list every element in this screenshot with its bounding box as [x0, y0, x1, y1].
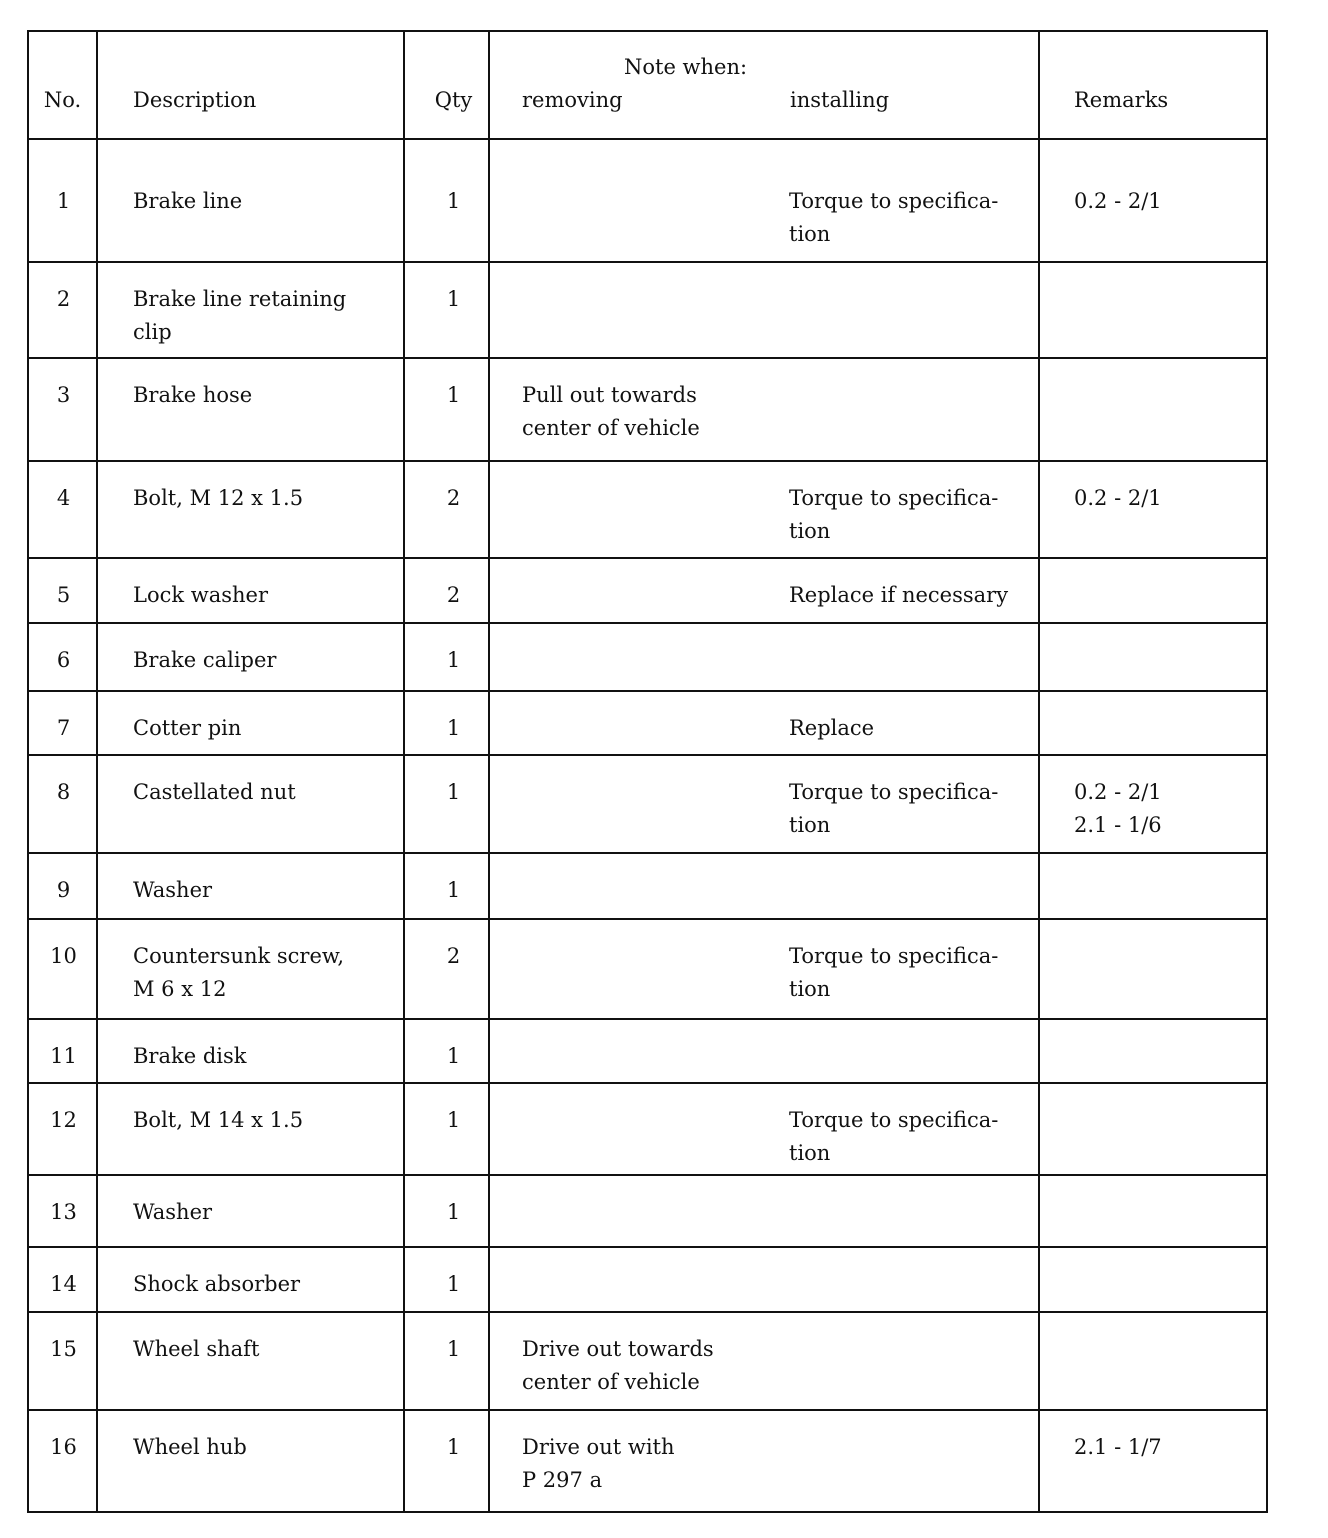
- cell-no: 9: [28, 853, 97, 919]
- cell-qty: 1: [404, 623, 489, 691]
- cell-note-when: [489, 1247, 1039, 1312]
- header-description: Description: [97, 31, 404, 139]
- table-row: [28, 1312, 1267, 1410]
- table-row: [28, 853, 1267, 919]
- header-installing: installing: [790, 88, 890, 112]
- cell-description: Wheel hub: [97, 1410, 404, 1512]
- cell-description: Bolt, M 14 x 1.5: [97, 1083, 404, 1175]
- cell-no: 11: [28, 1019, 97, 1083]
- cell-remarks: [1039, 558, 1267, 623]
- cell-no: 1: [28, 139, 97, 262]
- cell-remarks: [1039, 853, 1267, 919]
- cell-qty: 1: [404, 853, 489, 919]
- header-no: No.: [28, 31, 97, 139]
- cell-description: Washer: [97, 1175, 404, 1247]
- cell-qty: 1: [404, 691, 489, 755]
- cell-qty: 1: [404, 358, 489, 461]
- cell-remarks: [1039, 358, 1267, 461]
- cell-qty: 1: [404, 262, 489, 358]
- cell-note-when: [489, 853, 1039, 919]
- cell-no: 13: [28, 1175, 97, 1247]
- cell-removing: Drive out towards center of vehicle: [522, 1337, 714, 1394]
- cell-qty: 2: [404, 461, 489, 558]
- table-row: [28, 358, 1267, 461]
- cell-no: 8: [28, 755, 97, 853]
- header-qty: Qty: [404, 31, 489, 139]
- cell-remarks: [1039, 1019, 1267, 1083]
- table-row: [28, 919, 1267, 1019]
- parts-table-sheet: [27, 30, 1268, 1510]
- cell-description: Countersunk screw, M 6 x 12: [97, 919, 404, 1019]
- cell-note-when: [489, 262, 1039, 358]
- cell-note-when: [489, 755, 1039, 853]
- cell-installing: Replace: [789, 716, 875, 740]
- cell-note-when: [489, 139, 1039, 262]
- cell-description: Washer: [97, 853, 404, 919]
- cell-no: 2: [28, 262, 97, 358]
- table-row: [28, 139, 1267, 262]
- cell-description: Lock washer: [97, 558, 404, 623]
- cell-no: 7: [28, 691, 97, 755]
- cell-installing: Torque to specifica- tion: [789, 486, 999, 543]
- cell-description: Wheel shaft: [97, 1312, 404, 1410]
- header-removing: removing: [522, 88, 623, 112]
- cell-no: 15: [28, 1312, 97, 1410]
- cell-remarks: [1039, 1247, 1267, 1312]
- cell-removing: Pull out towards center of vehicle: [522, 383, 700, 440]
- header-remarks: Remarks: [1039, 31, 1267, 139]
- cell-no: 14: [28, 1247, 97, 1312]
- cell-note-when: [489, 1410, 1039, 1512]
- cell-remarks: 0.2 - 2/1: [1039, 461, 1267, 558]
- cell-remarks: [1039, 919, 1267, 1019]
- cell-note-when: [489, 558, 1039, 623]
- cell-no: 5: [28, 558, 97, 623]
- table-body: [28, 139, 1267, 1512]
- cell-description: Brake disk: [97, 1019, 404, 1083]
- cell-no: 10: [28, 919, 97, 1019]
- cell-note-when: [489, 1175, 1039, 1247]
- cell-description: Shock absorber: [97, 1247, 404, 1312]
- table-row: [28, 1083, 1267, 1175]
- table-row: [28, 691, 1267, 755]
- cell-no: 4: [28, 461, 97, 558]
- cell-qty: 1: [404, 1312, 489, 1410]
- cell-description: Brake hose: [97, 358, 404, 461]
- cell-qty: 1: [404, 755, 489, 853]
- cell-note-when: [489, 1312, 1039, 1410]
- cell-remarks: [1039, 1175, 1267, 1247]
- cell-note-when: [489, 1083, 1039, 1175]
- cell-note-when: [489, 691, 1039, 755]
- cell-qty: 1: [404, 139, 489, 262]
- cell-qty: 2: [404, 919, 489, 1019]
- cell-note-when: [489, 1019, 1039, 1083]
- table-row: [28, 1410, 1267, 1512]
- table-row: [28, 1247, 1267, 1312]
- cell-installing: Replace if necessary: [789, 583, 1009, 607]
- table-row: [28, 461, 1267, 558]
- header-note-when-title: Note when:: [624, 55, 748, 79]
- cell-note-when: [489, 358, 1039, 461]
- cell-remarks: [1039, 262, 1267, 358]
- cell-installing: Torque to specifica- tion: [789, 780, 999, 837]
- header-note-when: [489, 31, 1039, 139]
- cell-note-when: [489, 623, 1039, 691]
- header-row: [28, 31, 1267, 139]
- parts-table: [27, 30, 1268, 1513]
- cell-installing: Torque to specifica- tion: [789, 189, 999, 246]
- cell-description: Brake line: [97, 139, 404, 262]
- cell-description: Cotter pin: [97, 691, 404, 755]
- cell-note-when: [489, 461, 1039, 558]
- cell-remarks: [1039, 1312, 1267, 1410]
- cell-no: 3: [28, 358, 97, 461]
- cell-installing: Torque to specifica- tion: [789, 1108, 999, 1165]
- cell-qty: 1: [404, 1175, 489, 1247]
- cell-qty: 1: [404, 1019, 489, 1083]
- cell-installing: Torque to specifica- tion: [789, 944, 999, 1001]
- cell-remarks: [1039, 1083, 1267, 1175]
- cell-remarks: 0.2 - 2/1: [1039, 139, 1267, 262]
- table-row: [28, 262, 1267, 358]
- cell-note-when: [489, 919, 1039, 1019]
- cell-description: Bolt, M 12 x 1.5: [97, 461, 404, 558]
- cell-description: Castellated nut: [97, 755, 404, 853]
- cell-no: 6: [28, 623, 97, 691]
- cell-remarks: 0.2 - 2/1 2.1 - 1/6: [1039, 755, 1267, 853]
- table-row: [28, 1019, 1267, 1083]
- table-row: [28, 755, 1267, 853]
- cell-qty: 1: [404, 1083, 489, 1175]
- cell-qty: 1: [404, 1247, 489, 1312]
- cell-description: Brake caliper: [97, 623, 404, 691]
- table-row: [28, 623, 1267, 691]
- table-row: [28, 1175, 1267, 1247]
- cell-description: Brake line retaining clip: [97, 262, 404, 358]
- cell-qty: 1: [404, 1410, 489, 1512]
- cell-remarks: 2.1 - 1/7: [1039, 1410, 1267, 1512]
- cell-no: 16: [28, 1410, 97, 1512]
- table-row: [28, 558, 1267, 623]
- cell-remarks: [1039, 623, 1267, 691]
- cell-qty: 2: [404, 558, 489, 623]
- cell-remarks: [1039, 691, 1267, 755]
- cell-no: 12: [28, 1083, 97, 1175]
- cell-removing: Drive out with P 297 a: [522, 1435, 675, 1492]
